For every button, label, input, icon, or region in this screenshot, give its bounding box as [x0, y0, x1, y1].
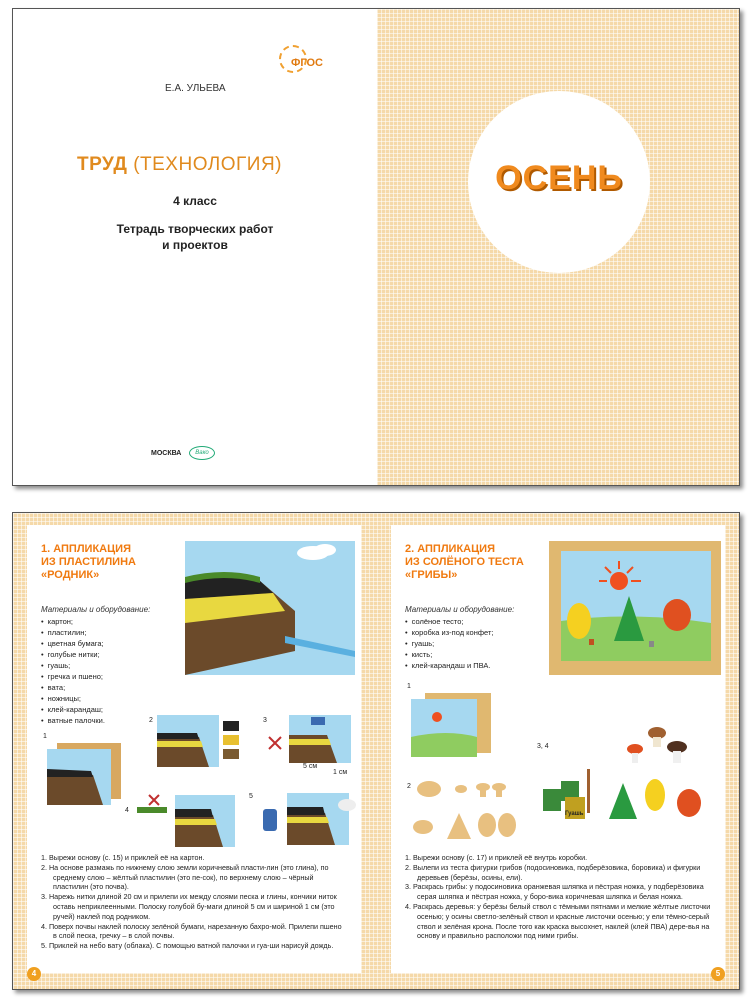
title-page: [13, 9, 377, 485]
materials-title: Материалы и оборудование:: [41, 605, 151, 614]
spring-illustration: [185, 541, 355, 675]
title-line-1: 1. АППЛИКАЦИЯ: [41, 543, 131, 555]
materials-list: [405, 616, 493, 671]
instruction-item: 3. Нарежь нитки длиной 20 см и прилепи их между слоями песка и глины, кончики ниток оставь неприклеенными. Полоску голубой бу-маги длиной 5 см и шириной 1 см (это ручей) наклей под родником.: [41, 892, 337, 921]
page-4: [27, 525, 361, 973]
step-label: 3: [263, 717, 267, 724]
step-1-picture: [407, 693, 493, 759]
paint-label: Гуашь: [565, 811, 584, 817]
step-label: 2: [407, 783, 411, 790]
step-3-4-picture: [537, 723, 723, 823]
instructions-list: [405, 853, 711, 941]
step-label: 5: [249, 793, 253, 800]
autumn-title: ОСЕНЬ: [495, 159, 623, 197]
left-page-area: [13, 513, 377, 989]
size-height: 1 см: [333, 769, 348, 776]
step-label: 4: [125, 807, 129, 814]
materials-list: [41, 616, 105, 726]
title-line-3: «РОДНИК»: [41, 569, 100, 581]
instruction-item: 2. На основе размажь по нижнему слою земли коричневый пласти-лин (это глина), по среднему слою – жёлтый пластилин (это пе-сок), по верхнему слою – чёрный пластилин (это почва).: [41, 862, 329, 892]
step-2-picture: [157, 715, 245, 767]
material-item: • гуашь;: [405, 638, 493, 649]
step-1-picture: [43, 743, 123, 805]
material-item: • гуашь;: [41, 660, 105, 671]
publisher-logo: Вако: [189, 446, 215, 460]
title-paren: (ТЕХНОЛОГИЯ): [133, 154, 283, 175]
cover-spread: [12, 8, 740, 486]
subtitle: [13, 221, 377, 253]
instruction-item: 1. Вырежи основу (с. 17) и приклей её внутрь коробки.: [405, 853, 588, 862]
step-5-picture: [257, 791, 357, 849]
material-item: • клей-карандаш;: [41, 704, 105, 715]
instruction-item: 4. Поверх почвы наклей полоску зелёной бумаги, нарезанную бахро-мой. Прилепи пшено в слой песка, гречку – в слой почвы.: [41, 921, 342, 941]
material-item: • ножницы;: [41, 693, 105, 704]
step-label: 3, 4: [537, 743, 549, 750]
grade: 4 класс: [173, 194, 217, 208]
size-width: 5 см: [303, 763, 318, 770]
material-item: • пластилин;: [41, 627, 105, 638]
instruction-item: 1. Вырежи основу (с. 15) и приклей её на картон.: [41, 853, 205, 862]
instructions-list: [41, 853, 347, 951]
material-item: • голубые нитки;: [41, 649, 105, 660]
subtitle-line-1: Тетрадь творческих работ: [116, 222, 274, 236]
material-item: • клей-карандаш и ПВА.: [405, 660, 493, 671]
lesson-spread: [12, 512, 740, 990]
step-2-picture: [407, 775, 517, 855]
autumn-page: [377, 9, 740, 485]
page-number: 4: [27, 967, 41, 981]
material-item: • коробка из-под конфет;: [405, 627, 493, 638]
step-label: 1: [43, 733, 47, 740]
book-title: [77, 154, 282, 176]
right-page-area: [377, 513, 740, 989]
author: Е.А. УЛЬЕВА: [165, 83, 226, 94]
title-line-2: ИЗ ПЛАСТИЛИНА: [41, 556, 136, 568]
material-item: • вата;: [41, 682, 105, 693]
instruction-item: 3. Раскрась грибы: у подосиновика оранжевая шляпка и пёстрая ножка, у подберёзовика серая шляпка и пёстрая ножка, у боро-вика коричневая шляпка и белая ножка.: [405, 882, 704, 902]
title-line-1: 2. АППЛИКАЦИЯ: [405, 543, 495, 555]
publisher-city: МОСКВА: [151, 450, 182, 457]
instruction-item: 4. Раскрась деревья: у берёзы белый ствол с тёмными пятнами и мелкие жёлтые листочки осенью; у осины светло-зелёный ствол и красные листочки осенью; у ели тёмно-серый ствол и зелёная крона. После того как краска высохнет, наклей (клей ПВА) дере-вья на основу и правильно расположи под ними грибы.: [405, 901, 711, 941]
material-item: • гречка и пшено;: [41, 671, 105, 682]
instruction-item: 2. Вылепи из теста фигурки грибов (подосиновика, подберёзовика, боровика) и фигурки деревьев (берёзы, осины, ели).: [405, 862, 701, 882]
title-line-2: ИЗ СОЛЁНОГО ТЕСТА: [405, 556, 524, 568]
lesson-1-title: [41, 543, 136, 582]
step-label: 2: [149, 717, 153, 724]
material-item: • кисть;: [405, 649, 493, 660]
step-4-picture: [135, 793, 235, 849]
material-item: • картон;: [41, 616, 105, 627]
materials-title: Материалы и оборудование:: [405, 605, 515, 614]
fgos-label: ФГОС: [291, 57, 323, 69]
material-item: • цветная бумага;: [41, 638, 105, 649]
title-main: ТРУД: [77, 154, 128, 175]
step-label: 1: [407, 683, 411, 690]
page-5: [391, 525, 725, 973]
material-item: • солёное тесто;: [405, 616, 493, 627]
mushrooms-illustration: [549, 541, 721, 675]
material-item: • ватные палочки.: [41, 715, 105, 726]
subtitle-line-2: и проектов: [162, 238, 228, 252]
title-line-3: «ГРИБЫ»: [405, 569, 458, 581]
lesson-2-title: [405, 543, 524, 582]
page-number: 5: [711, 967, 725, 981]
instruction-item: 5. Приклей на небо вату (облака). С помощью ватной палочки и гуа-ши нарисуй дождь.: [41, 941, 334, 951]
fgos-logo: [275, 45, 323, 75]
